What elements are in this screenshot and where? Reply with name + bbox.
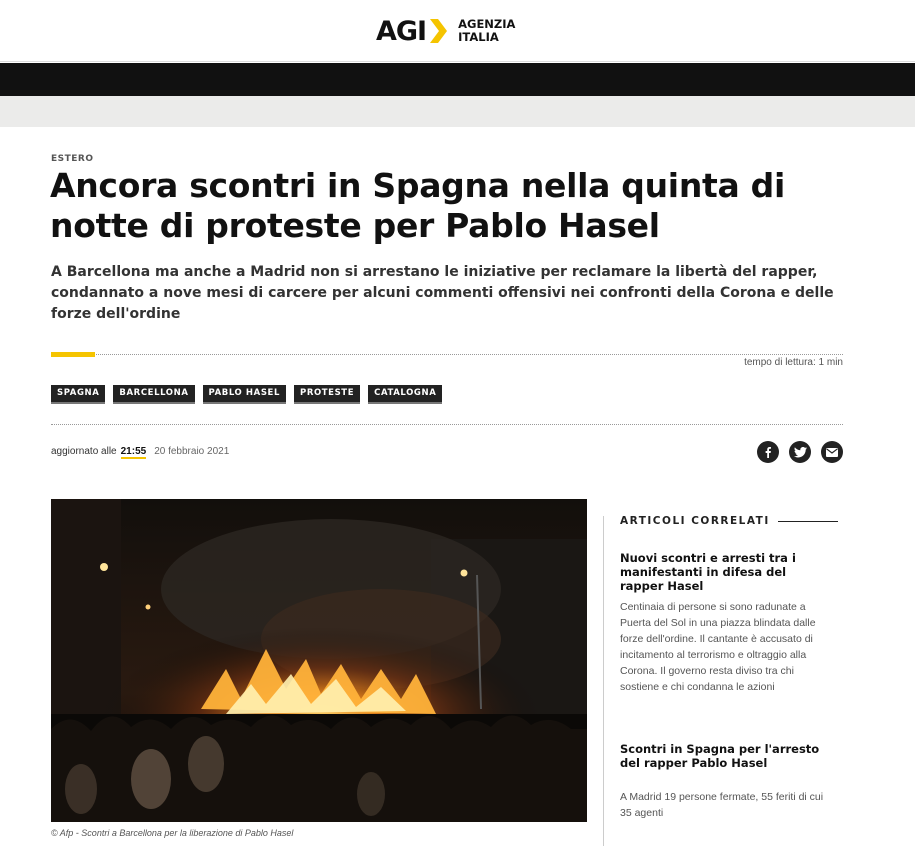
divider [51, 354, 843, 355]
logo-line-1: AGENZIA [458, 17, 516, 31]
article-title: Ancora scontri in Spagna nella quinta di notte di proteste per Pablo Hasel [50, 166, 785, 245]
related-article-1-text: Centinaia di persone si sono radunate a Puerta del Sol in una piazza blindata dalle forze dell'ordine. Il cantante è accusato di incitamento al terrorismo e oltraggio alla Corona. Il governo resta diviso tra chi sostiene e chi condanna le azioni [620, 601, 816, 693]
divider [51, 424, 843, 425]
tag-pablo-hasel[interactable]: PABLO HASEL [203, 385, 286, 402]
facebook-icon [762, 446, 774, 458]
tag-list [51, 385, 442, 402]
email-share-button[interactable] [821, 441, 843, 463]
tag-spagna[interactable]: SPAGNA [51, 385, 105, 402]
main-navbar [0, 63, 915, 96]
updated-label: aggiornato alle [51, 446, 117, 457]
logo-mark: AGI [376, 15, 427, 47]
site-header [0, 0, 915, 62]
sidebar-divider [603, 516, 604, 846]
related-heading-rule [778, 521, 838, 522]
article-meta [51, 446, 229, 459]
twitter-share-button[interactable] [789, 441, 811, 463]
related-article-2-text: A Madrid 19 persone fermate, 55 feriti di cui 35 agenti [620, 791, 824, 819]
logo-chevron-icon [427, 17, 449, 45]
sub-navbar [0, 96, 915, 127]
agi-logo[interactable] [376, 16, 515, 46]
reading-time: tempo di lettura: 1 min [744, 357, 843, 368]
tag-proteste[interactable]: PROTESTE [294, 385, 360, 402]
article-subtitle: A Barcellona ma anche a Madrid non si arrestano le iniziative per reclamare la libertà del rapper, condannato a nove mesi di carcere per alcuni commenti offensivi nei confronti della Corona e delle forze dell'ordine [51, 264, 834, 322]
photo-caption: © Afp - Scontri a Barcellona per la liberazione di Pablo Hasel [51, 828, 294, 838]
email-icon [826, 448, 838, 457]
related-article-1-title[interactable]: Nuovi scontri e arresti tra i manifestanti in difesa del rapper Hasel [620, 551, 796, 593]
section-label[interactable]: ESTERO [51, 154, 94, 164]
related-heading-text: ARTICOLI CORRELATI [620, 515, 770, 527]
tag-catalogna[interactable]: CATALOGNA [368, 385, 442, 402]
facebook-share-button[interactable] [757, 441, 779, 463]
related-article-2-title[interactable]: Scontri in Spagna per l'arresto del rapper Pablo Hasel [620, 742, 820, 770]
article-photo[interactable] [51, 499, 587, 822]
article-date: 20 febbraio 2021 [154, 446, 230, 457]
logo-line-2: ITALIA [458, 30, 499, 44]
accent-bar [51, 352, 95, 357]
twitter-icon [794, 447, 807, 458]
share-buttons [757, 441, 843, 463]
protest-fire-photo [51, 499, 587, 822]
updated-time: 21:55 [120, 446, 147, 457]
tag-barcellona[interactable]: BARCELLONA [113, 385, 194, 402]
related-heading [620, 515, 838, 527]
logo-text [458, 18, 515, 44]
